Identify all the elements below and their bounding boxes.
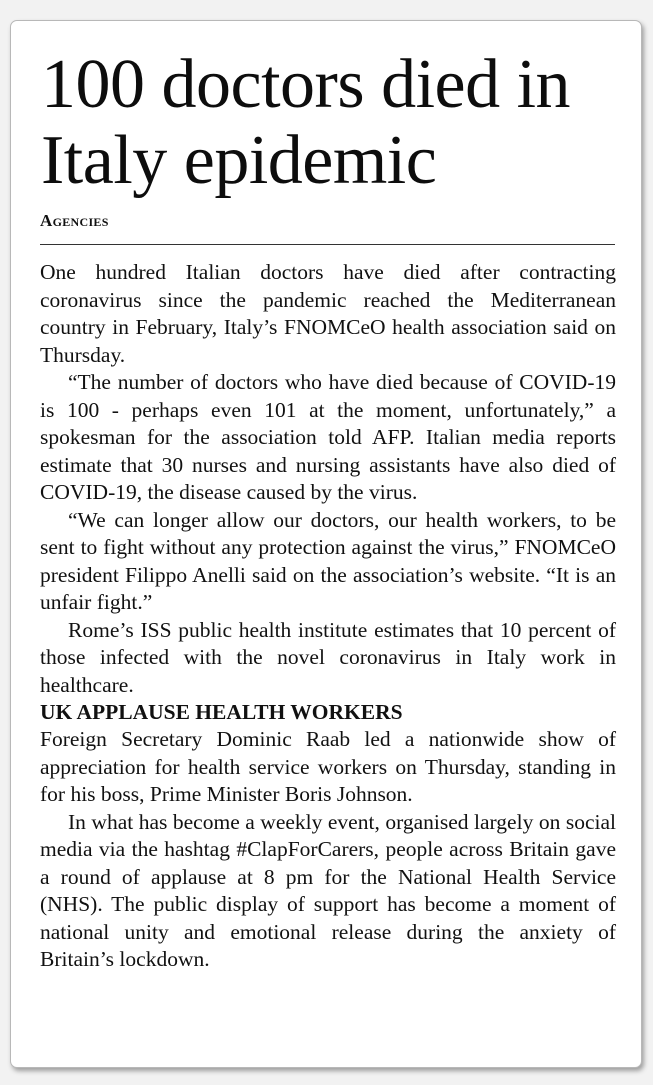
paragraph: “The number of doctors who have died because of COVID-19 is 100 - perhaps even 101 at the moment, unfortunately,” a spokesman for the association told AFP. Italian media reports estimate that 30 nurses and nursing assistants have also died of COVID-19, the disease caused by the virus. xyxy=(40,370,616,504)
subheading: UK APPLAUSE HEALTH WORKERS xyxy=(40,700,403,724)
paragraph: In what has become a weekly event, organised largely on social media via the hashtag #ClapForCarers, people across Britain gave a round of applause at 8 pm for the National Health Service (NHS). The public display of support has become a moment of national unity and emotional release during the anxiety of Britain’s lockdown. xyxy=(40,809,616,971)
article-body xyxy=(40,259,616,974)
byline: Agencies xyxy=(40,211,109,230)
paragraph: Rome’s ISS public health institute estimates that 10 percent of those infected with the novel coronavirus in Italy work in healthcare. xyxy=(40,617,616,697)
article-card xyxy=(10,20,642,1068)
paragraph: “We can longer allow our doctors, our health workers, to be sent to fight without any protection against the virus,” FNOMCeO president Filippo Anelli said on the association’s website. “It is an unfair fight.” xyxy=(40,507,616,614)
paragraph: Foreign Secretary Dominic Raab led a nationwide show of appreciation for health service workers on Thursday, standing in for his boss, Prime Minister Boris Johnson. xyxy=(40,727,616,806)
paragraph: One hundred Italian doctors have died after contracting coronavirus since the pandemic reached the Mediterranean country in February, Italy’s FNOMCeO health association said on Thursday. xyxy=(40,260,616,367)
byline-divider xyxy=(40,244,615,245)
headline: 100 doctors died in Italy epidemic xyxy=(41,46,571,199)
